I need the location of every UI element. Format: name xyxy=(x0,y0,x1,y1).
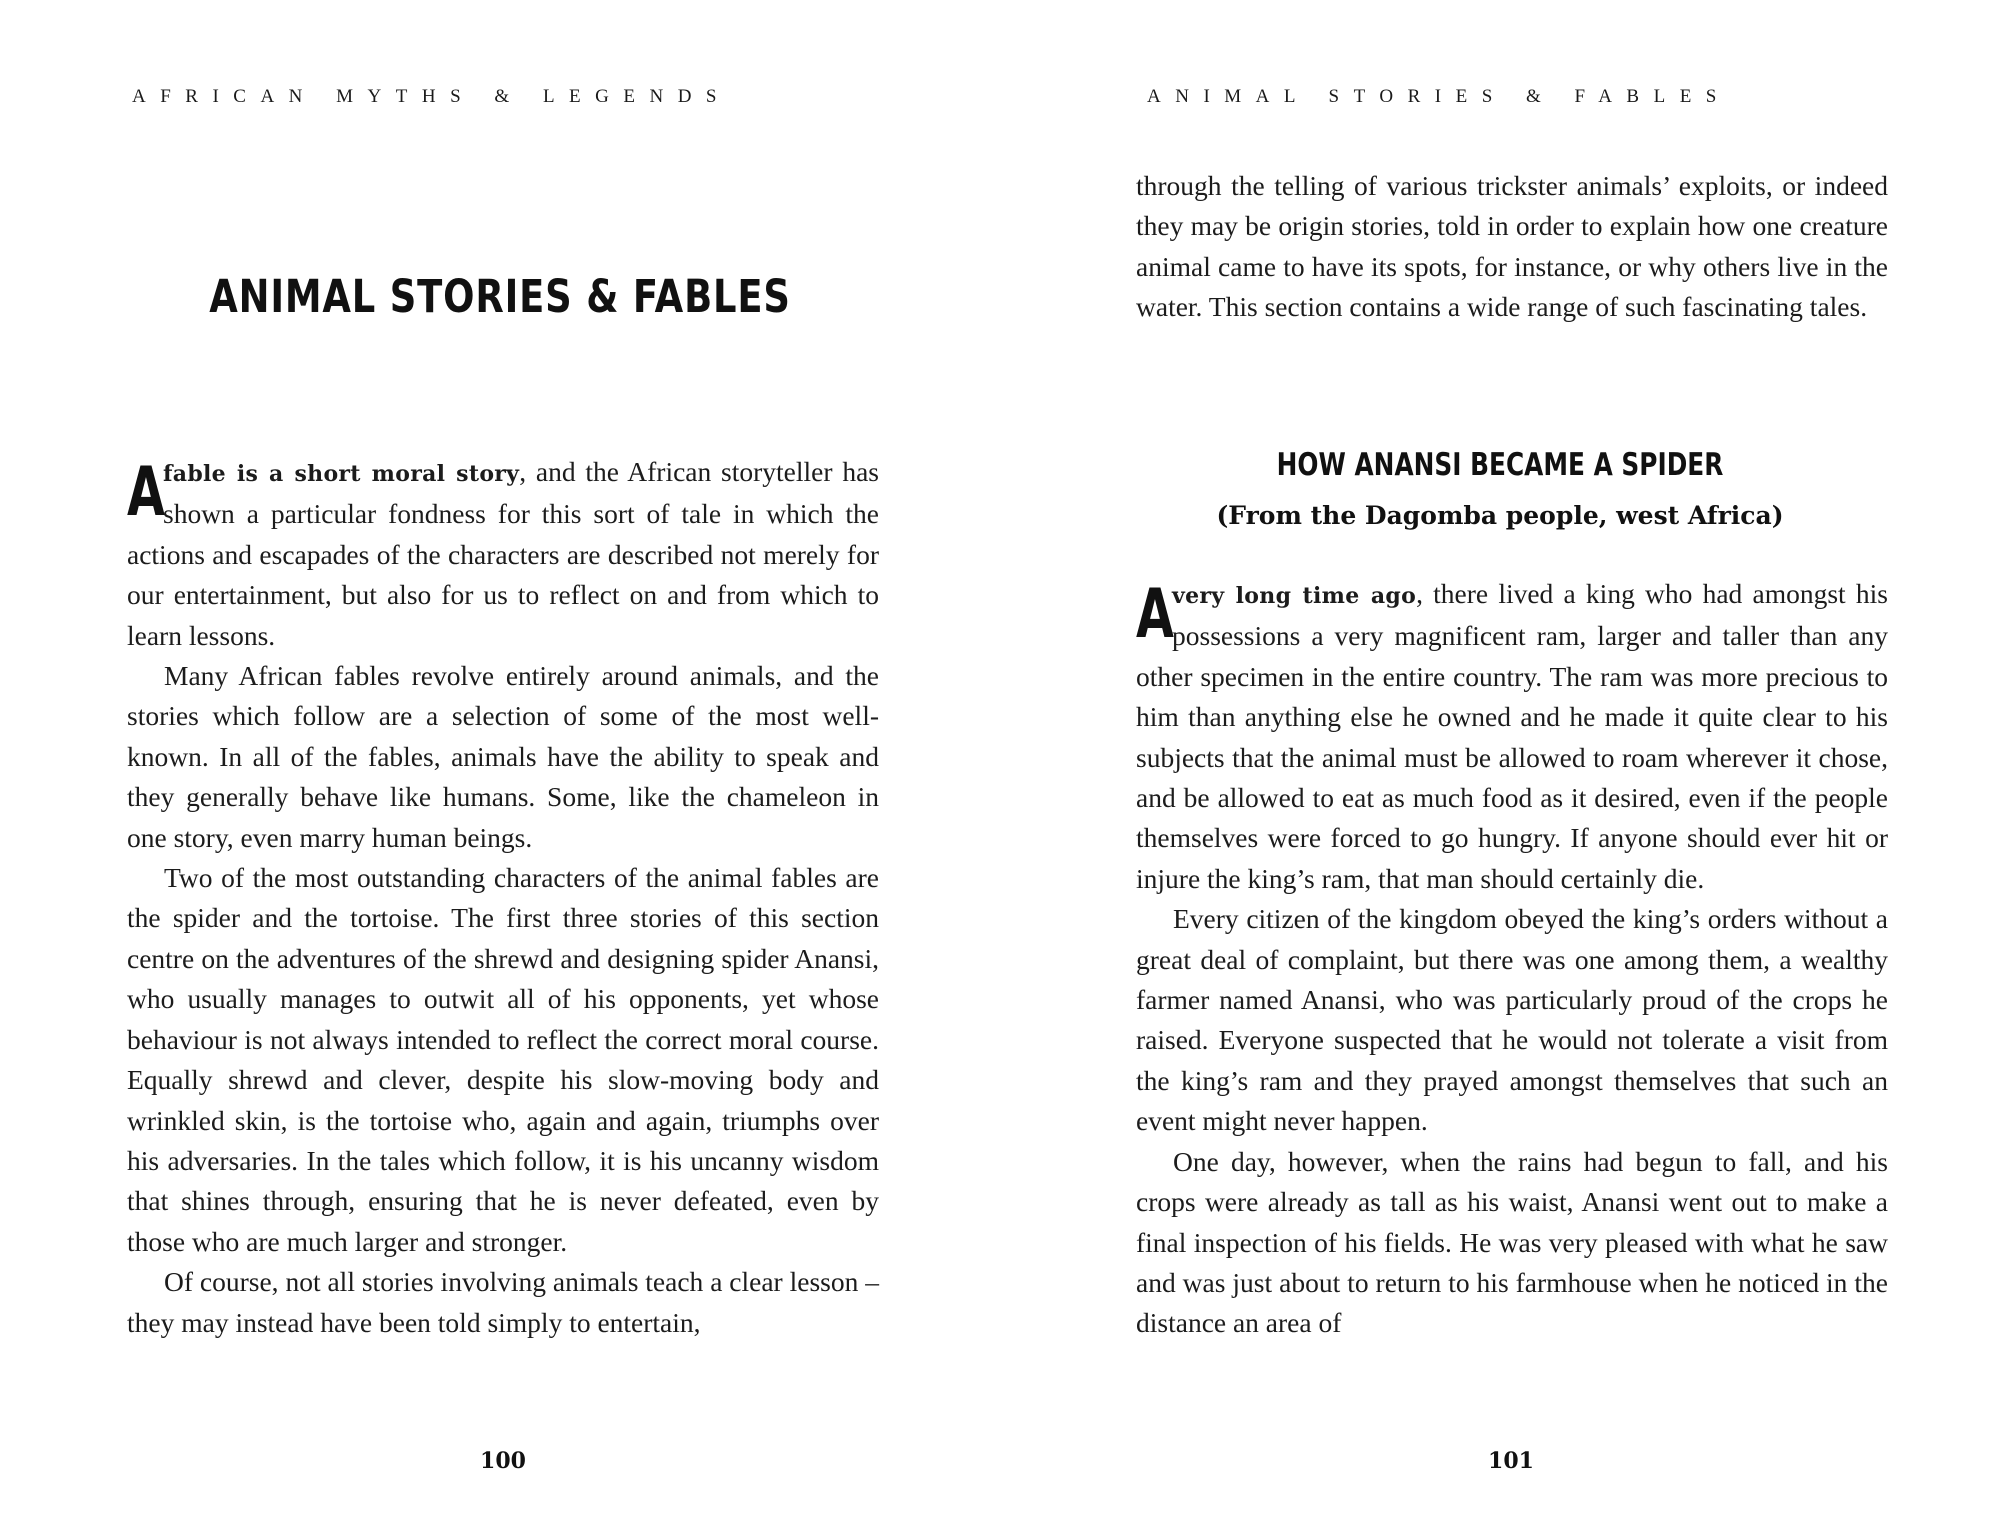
running-head: ANIMAL STORIES & FABLES xyxy=(1147,86,1731,107)
paragraph-text: , and the African storyteller has shown a particular fondness for this sort of tale in which the actions and escapades of the characters are described not merely for our entertainment, but also for us to reflect on and from which to learn lessons. xyxy=(127,456,879,651)
drop-cap: A xyxy=(127,453,165,532)
paragraph: through the telling of various trickster animals’ exploits, or indeed they may be origin stories, told in order to explain how one creature animal came to have its spots, for instance, or why others live in the water. This section contains a wide range of such fascinating tales. xyxy=(1136,170,1888,323)
paragraph: Every citizen of the kingdom obeyed the king’s orders without a great deal of complaint, but there was one among them, a wealthy farmer named Anansi, who was particularly proud of the crops he raised. Everyone suspected that he would not tolerate a visit from the king’s ram and they prayed amongst themselves that such an event might never happen. xyxy=(1136,903,1888,1137)
running-head: AFRICAN MYTHS & LEGENDS xyxy=(132,86,731,107)
lead-in: fable is a short moral story xyxy=(163,461,520,487)
paragraph-text: , there lived a king who had amongst his possessions a very magnificent ram, larger and taller than any other specimen in the entire country. The ram was more precious to him than anything else he owned and he made it quite clear to his subjects that the animal must be allowed to roam wherever it chose, and be allowed to eat as much food as it desired, even if the people themselves were forced to go hungry. If anyone should ever hit or injure the king’s ram, that man should certainly die. xyxy=(1136,578,1888,894)
intro-text xyxy=(127,452,879,1343)
drop-cap: A xyxy=(1136,575,1174,654)
paragraph: Many African fables revolve entirely around animals, and the stories which follow are a selection of some of the most well-known. In all of the fables, animals have the ability to speak and they generally behave like humans. Some, like the chameleon in one story, even marry human beings. xyxy=(127,660,879,853)
page-number: 101 xyxy=(1488,1448,1534,1474)
paragraph: One day, however, when the rains had begun to fall, and his crops were already as tall as his waist, Anansi went out to make a final inspection of his fields. He was very pleased with what he saw and was just about to return to his farmhouse when he noticed in the distance an area of xyxy=(1136,1145,1888,1339)
paragraph: Two of the most outstanding characters of the animal fables are the spider and the tortoise. The first three stories of this section centre on the adventures of the shrewd and designing spider Anansi, who usually manages to outwit all of his opponents, yet whose behaviour is not always intended to reflect the correct moral course. Equally shrewd and clever, despite his slow-moving body and wrinkled skin, is the tortoise who, again and again, triumphs over his adversaries. In the tales which follow, it is his uncanny wisdom that shines through, ensuring that he is never defeated, even by those who are much larger and stronger. xyxy=(127,862,879,1257)
section-title: ANIMAL STORIES & FABLES xyxy=(209,270,791,323)
paragraph: Of course, not all stories involving animals teach a clear lesson – they may instead have been told simply to entertain, xyxy=(127,1266,879,1338)
story-subtitle: (From the Dagomba people, west Africa) xyxy=(1216,501,1784,530)
right-page xyxy=(1000,0,2000,1529)
continued-text xyxy=(1136,166,1888,328)
page-number: 100 xyxy=(480,1448,526,1474)
lead-in: very long time ago xyxy=(1172,583,1417,609)
story-first-paragraph xyxy=(1136,574,1888,899)
story-text xyxy=(1136,574,1888,1344)
story-title: HOW ANANSI BECAME A SPIDER xyxy=(1276,447,1724,483)
intro-paragraph xyxy=(127,452,879,656)
